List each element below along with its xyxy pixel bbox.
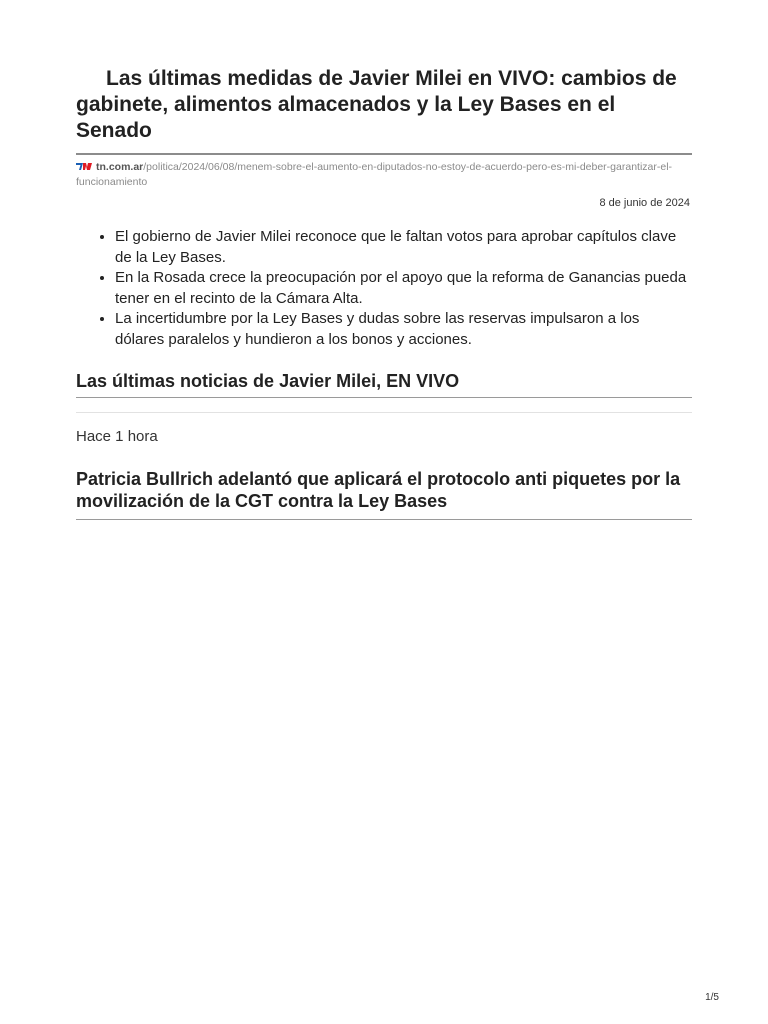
publish-date: 8 de junio de 2024 [599,197,690,209]
title-divider [76,153,692,155]
entry-divider [76,412,692,413]
live-heading-divider [76,397,692,398]
entry-timestamp: Hace 1 hora [76,428,158,445]
page-number: 1/5 [705,992,719,1003]
summary-item: • En la Rosada crece la preocupación por el apoyo que la reforma de Ganancias pueda tener en el recinto de la Cámara Alta. [115,268,692,309]
source-domain[interactable]: tn.com.ar [96,161,144,173]
article-title: Las últimas medidas de Javier Milei en VIVO: cambios de gabinete, alimentos almacenados y la Ley Bases en el Senado [76,67,677,142]
source-path[interactable]: /politica/2024/06/08/menem-sobre-el-aumento-en-diputados-no-estoy-de-acuerdo-pero-es-mi-deber-garantizar-el-funcionamiento [76,161,673,188]
entry-headline: Patricia Bullrich adelantó que aplicará el protocolo anti piquetes por la movilización de la CGT contra la Ley Bases [76,469,681,511]
summary-item: • El gobierno de Javier Milei reconoce que le faltan votos para aprobar capítulos clave de la Ley Bases. [115,227,692,268]
live-heading: Las últimas noticias de Javier Milei, EN VIVO [76,371,460,391]
source-line [76,160,692,189]
summary-item: • La incertidumbre por la Ley Bases y dudas sobre las reservas impulsaron a los dólares paralelos y hundieron a los bonos y acciones. [115,309,692,350]
entry-headline-divider [76,519,692,520]
tn-logo-icon [76,161,92,175]
summary-list [76,227,692,350]
